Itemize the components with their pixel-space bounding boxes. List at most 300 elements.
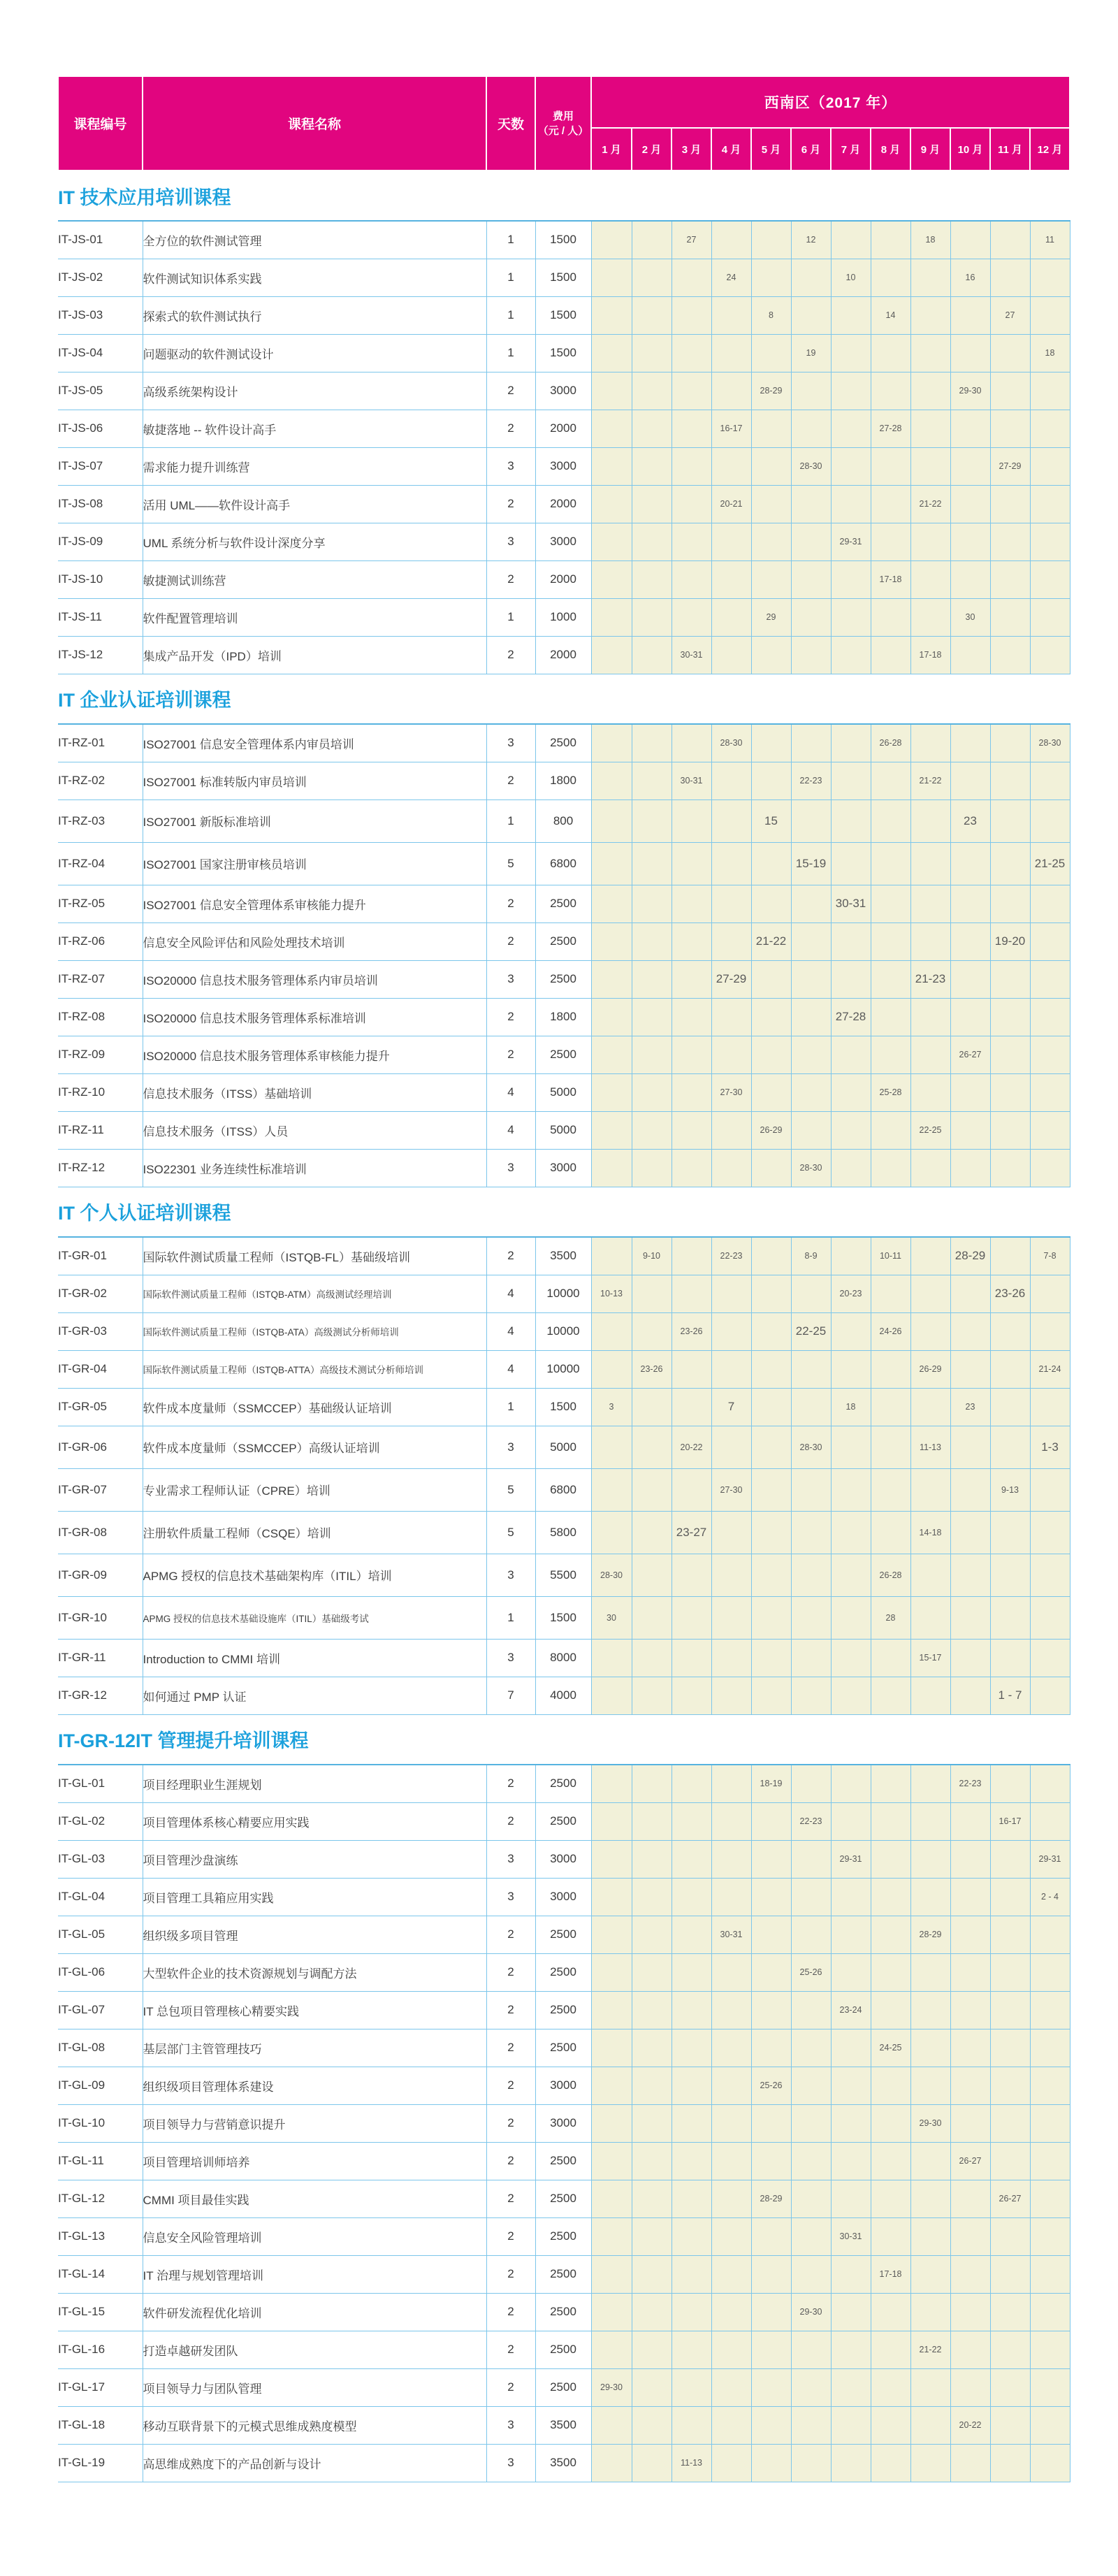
month-cell xyxy=(751,1554,791,1596)
month-cell: 15-19 xyxy=(791,842,831,885)
course-name: 信息安全风险管理培训 xyxy=(143,2217,486,2255)
course-row xyxy=(58,221,1070,259)
course-row xyxy=(58,2444,1070,2482)
month-cell xyxy=(791,1765,831,1802)
month-cell xyxy=(910,334,950,372)
course-row xyxy=(58,1073,1070,1111)
month-cell xyxy=(591,372,632,410)
course-days: 1 xyxy=(486,259,535,296)
month-cell: 26-28 xyxy=(871,1554,910,1596)
course-fee: 10000 xyxy=(535,1312,591,1350)
month-cell xyxy=(871,1916,910,1953)
month-cell xyxy=(632,1677,671,1714)
month-cell xyxy=(791,2104,831,2142)
course-row xyxy=(58,372,1070,410)
course-row xyxy=(58,296,1070,334)
month-cell xyxy=(751,842,791,885)
month-cell: 27-28 xyxy=(831,998,871,1036)
course-row xyxy=(58,2331,1070,2368)
course-code: IT-RZ-08 xyxy=(58,998,143,1036)
month-cell xyxy=(990,1073,1030,1111)
header-month-2: 2 月 xyxy=(632,128,671,171)
course-code: IT-RZ-03 xyxy=(58,799,143,842)
month-cell xyxy=(871,1468,910,1511)
month-cell: 24-26 xyxy=(871,1312,910,1350)
course-row xyxy=(58,1149,1070,1187)
course-name: 组织级项目管理体系建设 xyxy=(143,2067,486,2104)
header-fee xyxy=(535,76,591,171)
month-cell xyxy=(591,1639,632,1677)
month-cell xyxy=(910,885,950,922)
month-cell xyxy=(791,485,831,523)
month-cell: 16 xyxy=(950,259,990,296)
course-code: IT-RZ-01 xyxy=(58,724,143,762)
course-fee: 2500 xyxy=(535,1036,591,1073)
month-cell xyxy=(1030,2180,1070,2217)
month-cell xyxy=(950,998,990,1036)
course-fee: 6800 xyxy=(535,842,591,885)
course-row xyxy=(58,1350,1070,1388)
month-cell xyxy=(671,842,711,885)
course-fee: 2500 xyxy=(535,922,591,960)
month-cell xyxy=(871,1639,910,1677)
month-cell: 11 xyxy=(1030,221,1070,259)
course-name: APMG 授权的信息技术基础架构库（ITIL）培训 xyxy=(143,1554,486,1596)
month-cell xyxy=(791,259,831,296)
month-cell xyxy=(751,762,791,799)
month-cell: 17-18 xyxy=(910,636,950,674)
month-cell xyxy=(591,1426,632,1468)
month-cell xyxy=(910,842,950,885)
month-cell xyxy=(591,2444,632,2482)
month-cell xyxy=(632,410,671,447)
course-fee: 2500 xyxy=(535,1916,591,1953)
course-days: 3 xyxy=(486,2444,535,2482)
month-cell xyxy=(791,2029,831,2067)
month-cell xyxy=(711,2406,751,2444)
month-cell xyxy=(671,259,711,296)
month-cell xyxy=(950,410,990,447)
month-cell xyxy=(751,1953,791,1991)
month-cell xyxy=(632,2444,671,2482)
month-cell: 27-30 xyxy=(711,1073,751,1111)
course-days: 3 xyxy=(486,1878,535,1916)
month-cell xyxy=(990,1639,1030,1677)
course-name: IT 总包项目管理核心精要实践 xyxy=(143,1991,486,2029)
course-fee: 5500 xyxy=(535,1554,591,1596)
month-cell xyxy=(910,1388,950,1426)
course-days: 2 xyxy=(486,2331,535,2368)
course-name: 集成产品开发（IPD）培训 xyxy=(143,636,486,674)
course-name: 项目管理沙盘演练 xyxy=(143,1840,486,1878)
month-cell: 28-29 xyxy=(751,2180,791,2217)
month-cell xyxy=(1030,296,1070,334)
month-cell xyxy=(950,922,990,960)
month-cell: 1-3 xyxy=(1030,1426,1070,1468)
course-name: 高级系统架构设计 xyxy=(143,372,486,410)
month-cell xyxy=(632,1275,671,1312)
course-name: 项目领导力与团队管理 xyxy=(143,2368,486,2406)
month-cell xyxy=(831,842,871,885)
month-cell xyxy=(751,485,791,523)
month-cell xyxy=(990,1511,1030,1554)
month-cell xyxy=(711,372,751,410)
course-days: 7 xyxy=(486,1677,535,1714)
month-cell xyxy=(950,2029,990,2067)
month-cell: 18 xyxy=(1030,334,1070,372)
month-cell: 26-27 xyxy=(950,2142,990,2180)
course-name: 打造卓越研发团队 xyxy=(143,2331,486,2368)
month-cell: 21-23 xyxy=(910,960,950,998)
month-cell xyxy=(831,1312,871,1350)
course-name: 软件成本度量师（SSMCCEP）高级认证培训 xyxy=(143,1426,486,1468)
course-fee: 2500 xyxy=(535,2293,591,2331)
month-cell xyxy=(831,1554,871,1596)
month-cell: 30-31 xyxy=(671,762,711,799)
month-cell xyxy=(910,410,950,447)
month-cell: 22-25 xyxy=(910,1111,950,1149)
month-cell xyxy=(671,1554,711,1596)
month-cell xyxy=(632,2142,671,2180)
month-cell xyxy=(751,1840,791,1878)
month-cell xyxy=(871,259,910,296)
month-cell: 26-28 xyxy=(871,724,910,762)
month-cell: 14-18 xyxy=(910,1511,950,1554)
month-cell xyxy=(910,372,950,410)
course-fee: 10000 xyxy=(535,1275,591,1312)
course-days: 2 xyxy=(486,2067,535,2104)
course-name: 专业需求工程师认证（CPRE）培训 xyxy=(143,1468,486,1511)
course-row xyxy=(58,1388,1070,1426)
month-cell xyxy=(632,1111,671,1149)
month-cell: 11-13 xyxy=(671,2444,711,2482)
month-cell xyxy=(791,922,831,960)
course-days: 4 xyxy=(486,1350,535,1388)
course-code: IT-GL-09 xyxy=(58,2067,143,2104)
course-name: 项目管理培训师培养 xyxy=(143,2142,486,2180)
month-cell: 17-18 xyxy=(871,2255,910,2293)
month-cell xyxy=(950,2331,990,2368)
month-cell: 21-22 xyxy=(910,485,950,523)
month-cell xyxy=(711,1350,751,1388)
month-cell xyxy=(871,2142,910,2180)
month-cell xyxy=(751,1350,791,1388)
course-code: IT-GL-03 xyxy=(58,1840,143,1878)
month-cell xyxy=(910,523,950,560)
month-cell xyxy=(910,2180,950,2217)
course-fee: 3500 xyxy=(535,2406,591,2444)
month-cell xyxy=(990,1953,1030,1991)
month-cell xyxy=(831,1677,871,1714)
month-cell xyxy=(871,1991,910,2029)
header-month-1: 1 月 xyxy=(591,128,632,171)
month-cell xyxy=(591,410,632,447)
month-cell xyxy=(671,1765,711,1802)
month-cell xyxy=(791,1991,831,2029)
course-fee: 2500 xyxy=(535,1953,591,1991)
course-name: 国际软件测试质量工程师（ISTQB-FL）基础级培训 xyxy=(143,1237,486,1275)
month-cell xyxy=(711,1275,751,1312)
month-cell xyxy=(711,1111,751,1149)
month-cell xyxy=(751,2142,791,2180)
month-cell xyxy=(950,1312,990,1350)
month-cell xyxy=(1030,762,1070,799)
month-cell xyxy=(831,2406,871,2444)
month-cell xyxy=(871,960,910,998)
month-cell xyxy=(990,636,1030,674)
month-cell xyxy=(831,2029,871,2067)
month-cell xyxy=(1030,1677,1070,1714)
header-month-12: 12 月 xyxy=(1030,128,1070,171)
month-cell xyxy=(632,2331,671,2368)
month-cell xyxy=(791,1468,831,1511)
month-cell xyxy=(711,2331,751,2368)
month-cell xyxy=(910,1554,950,1596)
month-cell xyxy=(871,636,910,674)
month-cell xyxy=(831,1073,871,1111)
month-cell xyxy=(910,1840,950,1878)
month-cell xyxy=(1030,2067,1070,2104)
month-cell xyxy=(950,2293,990,2331)
course-row xyxy=(58,2406,1070,2444)
month-cell xyxy=(831,1468,871,1511)
month-cell xyxy=(751,724,791,762)
month-cell: 29-30 xyxy=(791,2293,831,2331)
month-cell xyxy=(632,1953,671,1991)
month-cell xyxy=(910,724,950,762)
month-cell xyxy=(910,2255,950,2293)
month-cell xyxy=(831,2104,871,2142)
month-cell xyxy=(711,799,751,842)
course-code: IT-JS-12 xyxy=(58,636,143,674)
month-cell xyxy=(751,560,791,598)
month-cell xyxy=(990,2029,1030,2067)
month-cell xyxy=(950,2104,990,2142)
course-fee: 2500 xyxy=(535,2331,591,2368)
course-days: 2 xyxy=(486,922,535,960)
course-code: IT-RZ-05 xyxy=(58,885,143,922)
month-cell xyxy=(831,2293,871,2331)
course-row xyxy=(58,1639,1070,1677)
course-name: ISO27001 新版标准培训 xyxy=(143,799,486,842)
month-cell xyxy=(671,1388,711,1426)
month-cell: 28 xyxy=(871,1596,910,1639)
course-code: IT-GL-13 xyxy=(58,2217,143,2255)
month-cell xyxy=(711,1802,751,1840)
month-cell xyxy=(671,1639,711,1677)
month-cell xyxy=(751,1991,791,2029)
training-schedule-table xyxy=(57,75,1070,2482)
month-cell: 20-22 xyxy=(950,2406,990,2444)
month-cell: 10-11 xyxy=(871,1237,910,1275)
month-cell xyxy=(751,1468,791,1511)
month-cell: 3 xyxy=(591,1388,632,1426)
month-cell: 27-28 xyxy=(871,410,910,447)
month-cell xyxy=(910,259,950,296)
month-cell xyxy=(711,762,751,799)
month-cell xyxy=(871,2331,910,2368)
month-cell xyxy=(950,1639,990,1677)
course-name: 敏捷落地 -- 软件设计高手 xyxy=(143,410,486,447)
month-cell xyxy=(950,2444,990,2482)
month-cell xyxy=(871,2217,910,2255)
month-cell xyxy=(1030,598,1070,636)
month-cell xyxy=(751,1312,791,1350)
course-days: 2 xyxy=(486,372,535,410)
course-code: IT-GR-12 xyxy=(58,1677,143,1714)
month-cell xyxy=(791,885,831,922)
course-name: ISO27001 信息安全管理体系内审员培训 xyxy=(143,724,486,762)
month-cell xyxy=(671,1802,711,1840)
month-cell xyxy=(990,2142,1030,2180)
month-cell: 1 - 7 xyxy=(990,1677,1030,1714)
month-cell xyxy=(671,2067,711,2104)
month-cell xyxy=(632,598,671,636)
month-cell xyxy=(910,1149,950,1187)
month-cell xyxy=(791,2368,831,2406)
month-cell xyxy=(990,1350,1030,1388)
month-cell: 28-29 xyxy=(751,372,791,410)
month-cell xyxy=(711,2104,751,2142)
course-code: IT-JS-11 xyxy=(58,598,143,636)
month-cell xyxy=(751,1073,791,1111)
course-code: IT-JS-03 xyxy=(58,296,143,334)
month-cell xyxy=(671,960,711,998)
month-cell xyxy=(632,2029,671,2067)
month-cell xyxy=(910,2217,950,2255)
month-cell xyxy=(711,447,751,485)
course-name: 移动互联背景下的元模式思维成熟度模型 xyxy=(143,2406,486,2444)
course-fee: 3000 xyxy=(535,1840,591,1878)
course-code: IT-GR-05 xyxy=(58,1388,143,1426)
course-row xyxy=(58,922,1070,960)
course-name: Introduction to CMMI 培训 xyxy=(143,1639,486,1677)
month-cell: 30-31 xyxy=(831,2217,871,2255)
month-cell xyxy=(791,1511,831,1554)
month-cell xyxy=(1030,1765,1070,1802)
month-cell xyxy=(1030,372,1070,410)
month-cell xyxy=(632,762,671,799)
month-cell xyxy=(871,1677,910,1714)
month-cell xyxy=(632,259,671,296)
section-header xyxy=(58,171,1070,221)
month-cell: 30-31 xyxy=(671,636,711,674)
month-cell xyxy=(671,1596,711,1639)
course-fee: 1500 xyxy=(535,221,591,259)
month-cell xyxy=(711,1426,751,1468)
month-cell: 29 xyxy=(751,598,791,636)
month-cell xyxy=(632,1840,671,1878)
course-fee: 1500 xyxy=(535,296,591,334)
month-cell xyxy=(910,2029,950,2067)
month-cell xyxy=(632,960,671,998)
course-fee: 6800 xyxy=(535,1468,591,1511)
course-row xyxy=(58,485,1070,523)
month-cell xyxy=(711,2444,751,2482)
month-cell xyxy=(591,1073,632,1111)
month-cell xyxy=(632,1426,671,1468)
month-cell xyxy=(831,1350,871,1388)
month-cell xyxy=(871,1840,910,1878)
month-cell xyxy=(791,2180,831,2217)
month-cell: 29-31 xyxy=(831,1840,871,1878)
course-row xyxy=(58,2217,1070,2255)
course-code: IT-GR-11 xyxy=(58,1639,143,1677)
month-cell xyxy=(591,1149,632,1187)
month-cell xyxy=(671,372,711,410)
month-cell xyxy=(711,2029,751,2067)
month-cell xyxy=(950,2217,990,2255)
month-cell xyxy=(711,2368,751,2406)
month-cell xyxy=(632,636,671,674)
month-cell xyxy=(990,1840,1030,1878)
month-cell xyxy=(671,1275,711,1312)
month-cell xyxy=(950,1426,990,1468)
course-code: IT-GR-02 xyxy=(58,1275,143,1312)
month-cell xyxy=(711,1840,751,1878)
course-name: 软件配置管理培训 xyxy=(143,598,486,636)
course-name: 组织级多项目管理 xyxy=(143,1916,486,1953)
course-row xyxy=(58,1953,1070,1991)
course-code: IT-GL-05 xyxy=(58,1916,143,1953)
month-cell xyxy=(910,1036,950,1073)
course-name: 信息安全风险评估和风险处理技术培训 xyxy=(143,922,486,960)
month-cell xyxy=(910,560,950,598)
month-cell xyxy=(791,1840,831,1878)
course-name: UML 系统分析与软件设计深度分享 xyxy=(143,523,486,560)
month-cell xyxy=(671,2255,711,2293)
month-cell: 26-29 xyxy=(751,1111,791,1149)
month-cell: 20-23 xyxy=(831,1275,871,1312)
month-cell xyxy=(791,1073,831,1111)
course-row xyxy=(58,560,1070,598)
course-row xyxy=(58,885,1070,922)
month-cell xyxy=(1030,1073,1070,1111)
month-cell xyxy=(751,2368,791,2406)
month-cell xyxy=(591,922,632,960)
month-cell xyxy=(990,1426,1030,1468)
course-code: IT-GR-04 xyxy=(58,1350,143,1388)
course-fee: 2500 xyxy=(535,2255,591,2293)
month-cell xyxy=(751,960,791,998)
month-cell xyxy=(910,1073,950,1111)
month-cell: 28-29 xyxy=(910,1916,950,1953)
month-cell xyxy=(791,636,831,674)
month-cell xyxy=(871,2180,910,2217)
month-cell xyxy=(1030,636,1070,674)
month-cell xyxy=(632,998,671,1036)
course-fee: 3500 xyxy=(535,1237,591,1275)
course-name: 国际软件测试质量工程师（ISTQB-ATA）高级测试分析师培训 xyxy=(143,1312,486,1350)
course-name: ISO20000 信息技术服务管理体系标准培训 xyxy=(143,998,486,1036)
month-cell xyxy=(632,1802,671,1840)
course-code: IT-RZ-04 xyxy=(58,842,143,885)
month-cell xyxy=(751,1036,791,1073)
course-code: IT-RZ-06 xyxy=(58,922,143,960)
month-cell xyxy=(831,1426,871,1468)
month-cell xyxy=(871,1149,910,1187)
month-cell: 18 xyxy=(831,1388,871,1426)
month-cell xyxy=(632,842,671,885)
course-row xyxy=(58,523,1070,560)
month-cell: 16-17 xyxy=(711,410,751,447)
month-cell xyxy=(632,221,671,259)
month-cell xyxy=(871,1426,910,1468)
course-fee: 5000 xyxy=(535,1073,591,1111)
month-cell xyxy=(751,1916,791,1953)
month-cell xyxy=(591,296,632,334)
month-cell xyxy=(1030,1149,1070,1187)
